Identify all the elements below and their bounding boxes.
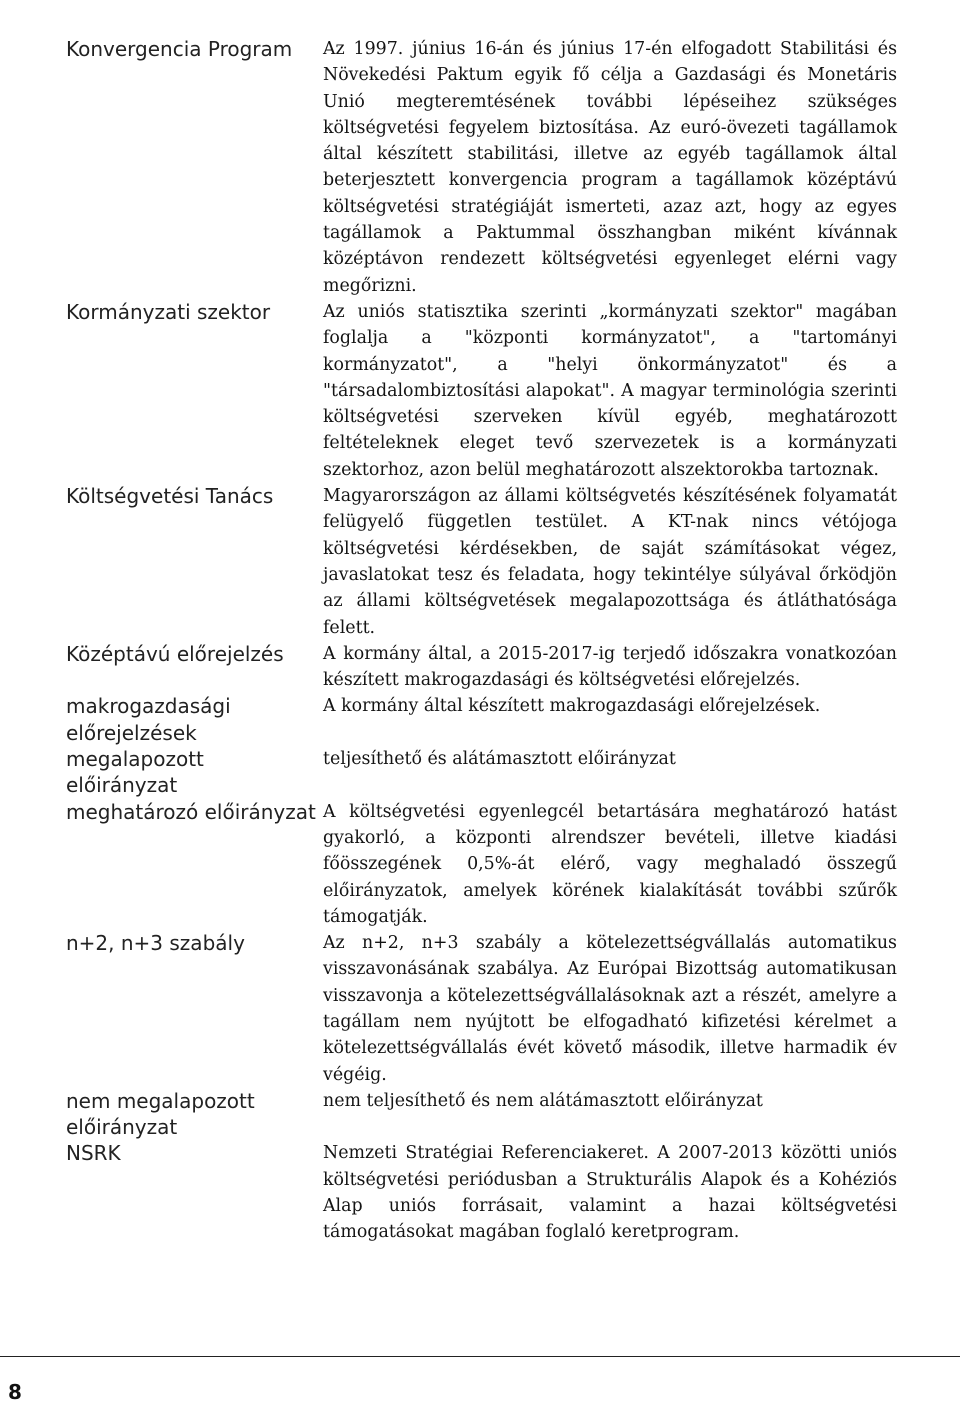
glossary-entry <box>66 641 906 694</box>
glossary-term: NSRK <box>66 1141 121 1166</box>
glossary-term: Középtávú előrejelzés <box>66 641 284 666</box>
glossary-entry <box>66 799 906 930</box>
glossary-term: nem megalapozott előirányzat <box>66 1088 255 1140</box>
glossary-term: makrogazdasági előrejelzések <box>66 694 231 745</box>
footer-divider <box>0 1356 960 1357</box>
glossary-entry <box>66 299 906 483</box>
glossary-term: n+2, n+3 szabály <box>66 931 245 956</box>
glossary-entry <box>66 483 906 641</box>
glossary-definition: A kormány által, a 2015-2017-ig terjedő időszakra vonatkozóan készített makrogazdasági és költségvetési előrejelzés. <box>323 643 897 691</box>
glossary-definition: Nemzeti Stratégiai Referenciakeret. A 2007-2013 közötti uniós költségvetési periódusban a Strukturális Alapok és a Kohéziós Alap uniós forrásait, valamint a hazai költségvetési támogatásokat magában foglaló keretprogram. <box>323 1143 897 1243</box>
glossary-entry <box>66 1088 906 1141</box>
glossary-entry <box>66 1140 906 1245</box>
glossary-term: Költségvetési Tanács <box>66 484 274 509</box>
glossary-entry <box>66 930 906 1088</box>
glossary-definition: Az n+2, n+3 szabály a kötelezettségvállalás automatikus visszavonásának szabálya. Az Európai Bizottság automatikusan visszavonja a kötelezettségvállalásoknak azt a részét, amelyre a tagállam nem nyújtott be elfogadható kifizetési kérelmet a kötelezettségvállalás évét követő második, illetve harmadik év végéig. <box>323 933 897 1085</box>
glossary-definition: Magyarországon az állami költségvetés készítésének folyamatát felügyelő független testület. A KT-nak nincs vétójoga költségvetési kérdésekben, de saját számításokat végez, javaslatokat tesz és feladata, hogy tekintélye súlyával őrködjön az állami költségvetések megalapozottsága és átláthatósága felett. <box>323 486 897 638</box>
glossary-entry <box>66 693 906 746</box>
page-number: 8 <box>8 1380 22 1404</box>
glossary-definition: A kormány által készített makrogazdasági előrejelzések. <box>323 696 821 717</box>
glossary-definition: Az uniós statisztika szerinti „kormányzati szektor" magában foglalja a "központi kormányzatot", a "tartományi kormányzatot", a "helyi önkormányzatot" és a "társadalombiztosítási alapokat". A magyar terminológia szerinti költségvetési szerveken kívül egyéb, meghatározott feltételeknek eleget tevő szervezetek is a kormányzati szektorhoz, azon belül meghatározott alszektorokba tartoznak. <box>323 301 897 480</box>
glossary-definition: Az 1997. június 16-án és június 17-én elfogadott Stabilitási és Növekedési Paktum egyik fő célja a Gazdasági és Monetáris Unió megteremtésének további lépéseihez szükséges költségvetési fegyelem biztosítása. Az euró-övezeti tagállamok által készített stabilitási, illetve az egyéb tagállamok által beterjesztett konvergencia program a tagállamok középtávú költségvetési stratégiáját ismerteti, azaz azt, hogy az egyes tagállamok a Paktummal összhangban miként kívánnak középtávon rendezett költségvetési egyenleget elérni vagy megőrizni. <box>323 39 897 296</box>
glossary-term: Konvergencia Program <box>66 37 293 61</box>
glossary <box>66 36 906 1246</box>
glossary-term: meghatározó előirányzat <box>66 799 316 824</box>
glossary-definition: teljesíthető és alátámasztott előirányzat <box>323 749 676 770</box>
glossary-term: megalapozott előirányzat <box>66 747 204 798</box>
glossary-entry <box>66 746 906 799</box>
glossary-definition: A költségvetési egyenlegcél betartására meghatározó hatást gyakorló, a központi alrendszer bevételi, illetve kiadási főösszegének 0,5%-át elérő, vagy meghaladó összegű előirányzatok, amelyek körének kialakítását további szűrők támogatják. <box>323 801 897 927</box>
glossary-definition: nem teljesíthető és nem alátámasztott előirányzat <box>323 1090 763 1111</box>
glossary-term: Kormányzati szektor <box>66 299 271 324</box>
glossary-entry <box>66 36 906 299</box>
